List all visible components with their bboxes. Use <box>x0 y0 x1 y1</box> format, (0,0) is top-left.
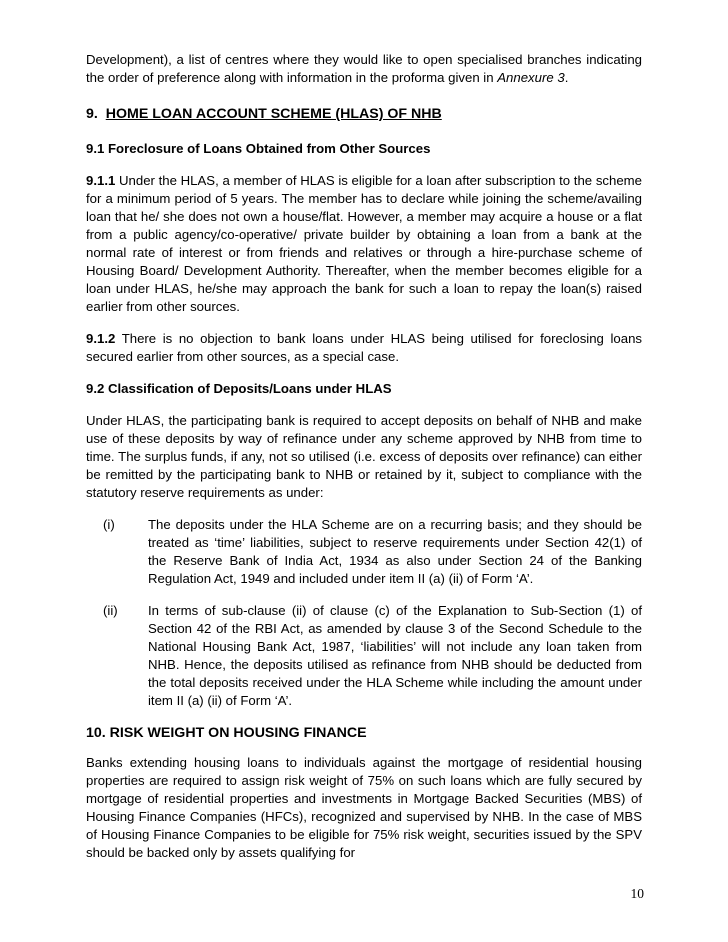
list-item <box>86 516 642 588</box>
section-9-2-heading: 9.2 Classification of Deposits/Loans under HLAS <box>86 381 392 396</box>
page-number: 10 <box>630 886 644 901</box>
section-9-title: HOME LOAN ACCOUNT SCHEME (HLAS) OF NHB <box>105 106 442 122</box>
paragraph-10: Banks extending housing loans to individuals against the mortgage of residential housing properties are required to assign risk weight of 75% on such loans which are fully secured by mortgage of residential properties and investments in Mortgage Backed Securities (MBS) of Housing Finance Companies (HFCs), recognized and supervised by NHB. In the case of MBS of Housing Finance Companies to be eligible for 75% risk weight, securities issued by the SPV should be backed only by assets qualifying for <box>86 755 642 860</box>
page-body <box>86 51 642 862</box>
section-9-heading: 9. HOME LOAN ACCOUNT SCHEME (HLAS) OF NHB <box>86 106 442 122</box>
section-10-heading: 10. RISK WEIGHT ON HOUSING FINANCE <box>86 725 367 741</box>
section-9-1-heading: 9.1 Foreclosure of Loans Obtained from Other Sources <box>86 141 431 156</box>
list-item <box>86 602 642 710</box>
list-item-text: The deposits under the HLA Scheme are on a recurring basis; and they should be treated as ‘time’ liabilities, subject to reserve requirements under Section 42(1) of the Reserve Bank of India Act, 1934 as also under Section 24 of the Banking Regulation Act, 1949 and included under item II (a) (ii) of Form ‘A’. <box>148 517 642 586</box>
paragraph-label: 9.1.1 <box>86 173 116 188</box>
list-item-text: In terms of sub-clause (ii) of clause (c) of the Explanation to Sub-Section (1) of Section 42 of the RBI Act, as amended by clause 3 of the Second Schedule to the National Housing Bank Act, 1987, ‘liabilities’ will not include any loan taken from NHB. Hence, the deposits utilised as refinance from NHB should be deducted from the total deposits received under the HLA Scheme while including the amount under item II (a) (ii) of Form ‘A’. <box>148 603 642 708</box>
paragraph-9-2: Under HLAS, the participating bank is required to accept deposits on behalf of NHB and make use of these deposits by way of refinance under any scheme approved by NHB from time to time. The surplus funds, if any, not so utilised (i.e. excess of deposits over refinance) can either be remitted by the participating bank to NHB or retained by it, subject to compliance with the statutory reserve requirements as under: <box>86 413 642 500</box>
list-item-number: (ii) <box>103 603 118 618</box>
paragraph-label: 9.1.2 <box>86 331 116 346</box>
annexure-reference: Annexure 3 <box>497 70 565 85</box>
paragraph-9-1-1: 9.1.1 Under the HLAS, a member of HLAS is eligible for a loan after subscription to the scheme for a minimum period of 5 years. The member has to declare while joining the scheme/availing loan that he/ she does not own a house/flat. However, a member may acquire a house or a flat from a public agency/co-operative/ private builder by obtaining a loan from a bank at the normal rate of interest or from friends and relatives or through a hire-purchase scheme of Housing Board/ Development Authority. Thereafter, when the member becomes eligible for a loan under HLAS, he/she may approach the bank for such a loan to repay the loan(s) raised earlier from other sources. <box>86 173 642 314</box>
paragraph-9-1-2: 9.1.2 There is no objection to bank loans under HLAS being utilised for foreclosing loans secured earlier from other sources, as a special case. <box>86 331 642 364</box>
list-item-number: (i) <box>103 517 115 532</box>
intro-paragraph: Development), a list of centres where they would like to open specialised branches indicating the order of preference along with information in the proforma given in Annexure 3. <box>86 52 642 85</box>
